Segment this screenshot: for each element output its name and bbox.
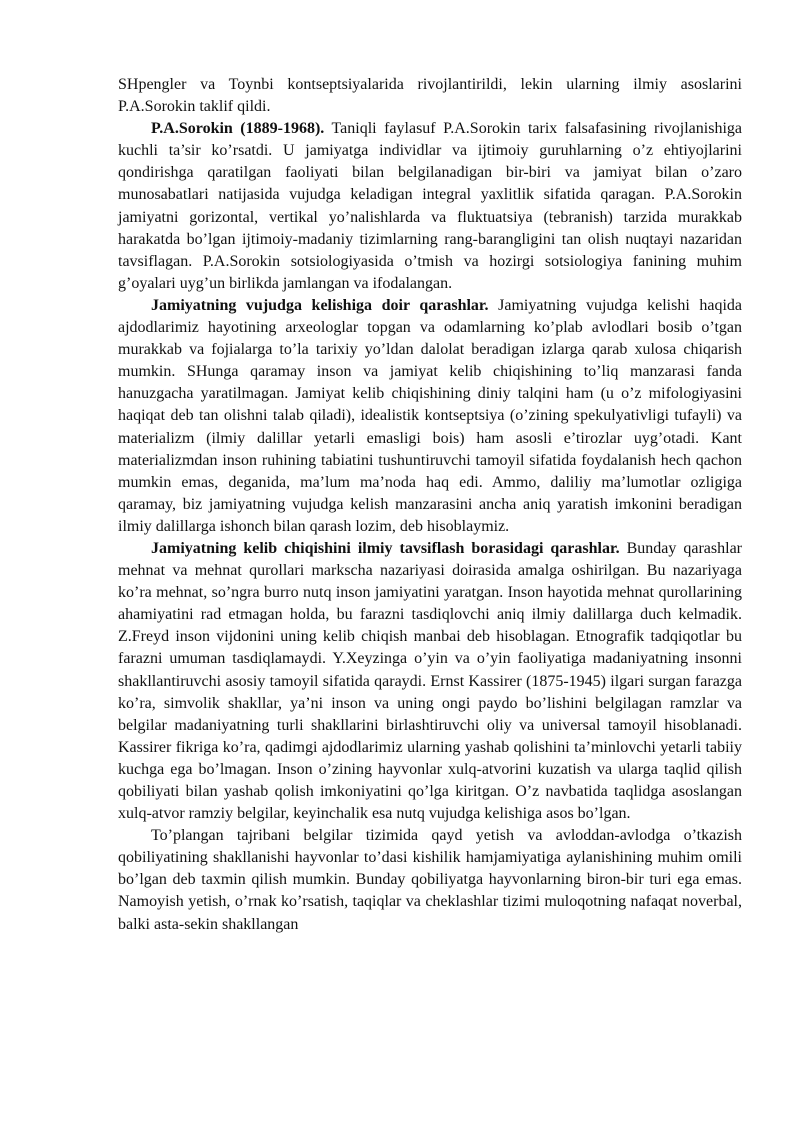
paragraph-heading: Jamiyatning vujudga kelishiga doir qarashlar.: [151, 296, 489, 314]
document-page: [118, 74, 742, 936]
paragraph-continuation: [118, 74, 742, 118]
paragraph-text: To’plangan tajribani belgilar tizimida qayd yetish va avloddan-avlodga o’tkazish qobiliyatining shakllanishi hayvonlar to’dasi kishilik hamjamiyatiga aylanishining muhim omili bo’lgan deb taxmin qilish mumkin. Bunday qobiliyatga hayvonlarning biron-bir turi ega emas. Namoyish yetish, o’rnak ko’rsatish, taqiqlar va cheklashlar tizimi muloqotning nafaqat noverbal, balki asta-sekin shakllangan: [118, 827, 742, 933]
paragraph-origin-views: [118, 295, 742, 538]
paragraph-sorokin: [118, 118, 742, 295]
paragraph-text: SHpengler va Toynbi kontseptsiyalarida rivojlantirildi, lekin ularning ilmiy asoslarini P.A.Sorokin taklif qildi.: [118, 76, 742, 116]
paragraph-text: Taniqli faylasuf P.A.Sorokin tarix falsafasining rivojlanishiga kuchli ta’sir ko’rsatdi. U jamiyatga individlar va ijtimoiy guruhlarning o’z ehtiyojlarini qondirishga qaratilgan faoliyati bilan belgilanadigan bir-biri va jamiyat bilan o’zaro munosabatlari natijasida vujudga keladigan integral yaxlitlik sifatida qaragan. P.A.Sorokin jamiyatni gorizontal, vertikal yo’nalishlarda va fluktuatsiya (tebranish) tarzida murakkab harakatda bo’lgan ijtimoiy-madaniy tizimlarning rang-barangligini tan olish nuqtayi nazaridan tavsiflagan. P.A.Sorokin sotsiologiyasida o’tmish va hozirgi sotsiologiya fanining muhim g’oyalari uyg’un birlikda jamlangan va ifodalangan.: [118, 120, 742, 292]
paragraph-text: Jamiyatning vujudga kelishi haqida ajdodlarimiz hayotining arxeologlar topgan va odamlarning ko’plab avlodlari bosib o’tgan murakkab va fojialarga to’la tarixiy yo’ldan dalolat beradigan izlarga qarab xulosa chiqarish mumkin. SHunga qaramay inson va jamiyat kelib chiqishining to’liq manzarasi fanda hanuzgacha yaratilmagan. Jamiyat kelib chiqishining diniy talqini ham (u o’z mifologiyasini haqiqat deb tan olishni talab qiladi), idealistik kontseptsiya (o’zining spekulyativligi tufayli) va materializm (ilmiy dalillar yetarli emasligi bois) ham asosli e’tirozlar uyg’otadi. Kant materializmdan inson ruhining tabiatini tushuntiruvchi tamoyil sifatida foydalanish hech qachon mumkin emas, deganida, ma’lum ma’noda haq edi. Ammo, daliliy ma’lumotlar ozligiga qaramay, biz jamiyatning vujudga kelish manzarasini ancha aniq yaratish imkonini beradigan ilmiy dalillarga ishonch bilan qarash lozim, deb hisoblaymiz.: [118, 296, 742, 535]
paragraph-scientific-views: [118, 538, 742, 825]
paragraph-text: Bunday qarashlar mehnat va mehnat qurollari markscha nazariyasi doirasida amalga oshirilgan. Bu nazariyaga ko’ra mehnat, so’ngra burro nutq inson jamiyatini yaratgan. Inson hayotida mehnat qurollarining ahamiyatini rad etmagan holda, bu farazni tasdiqlovchi aniq ilmiy dalillarga duch kelmadik. Z.Freyd inson vijdonini uning kelib chiqish manbai deb hisoblagan. Etnografik tadqiqotlar bu farazni umuman tasdiqlamaydi. Y.Xeyzinga o’yin va o’yin faoliyatiga madaniyatning insonni shakllantiruvchi asosiy tamoyil sifatida qaraydi. Ernst Kassirer (1875-1945) ilgari surgan farazga ko’ra, simvolik shakllar, ya’ni inson va uning ongi paydo bo’lishini belgilagan ramzlar va belgilar madaniyatning turli shakllarini birlashtiruvchi oliy va universal tamoyil hisoblanadi. Kassirer fikriga ko’ra, qadimgi ajdodlarimiz ularning yashab qolishini ta’minlovchi yetarli tabiiy kuchga ega bo’lmagan. Inson o’zining hayvonlar xulq-atvorini kuzatish va ularga taqlid qilish qobiliyati bilan yashab qolish imkoniyatini qo’lga kiritgan. O’z navbatida taqlidga asoslangan xulq-atvor ramziy belgilar, keyinchalik esa nutq vujudga kelishiga asos bo’lgan.: [118, 539, 742, 823]
paragraph-heading: P.A.Sorokin (1889-1968).: [151, 120, 325, 138]
paragraph-heading: Jamiyatning kelib chiqishini ilmiy tavsiflash borasidagi qarashlar.: [151, 539, 620, 557]
paragraph-experience: [118, 825, 742, 935]
